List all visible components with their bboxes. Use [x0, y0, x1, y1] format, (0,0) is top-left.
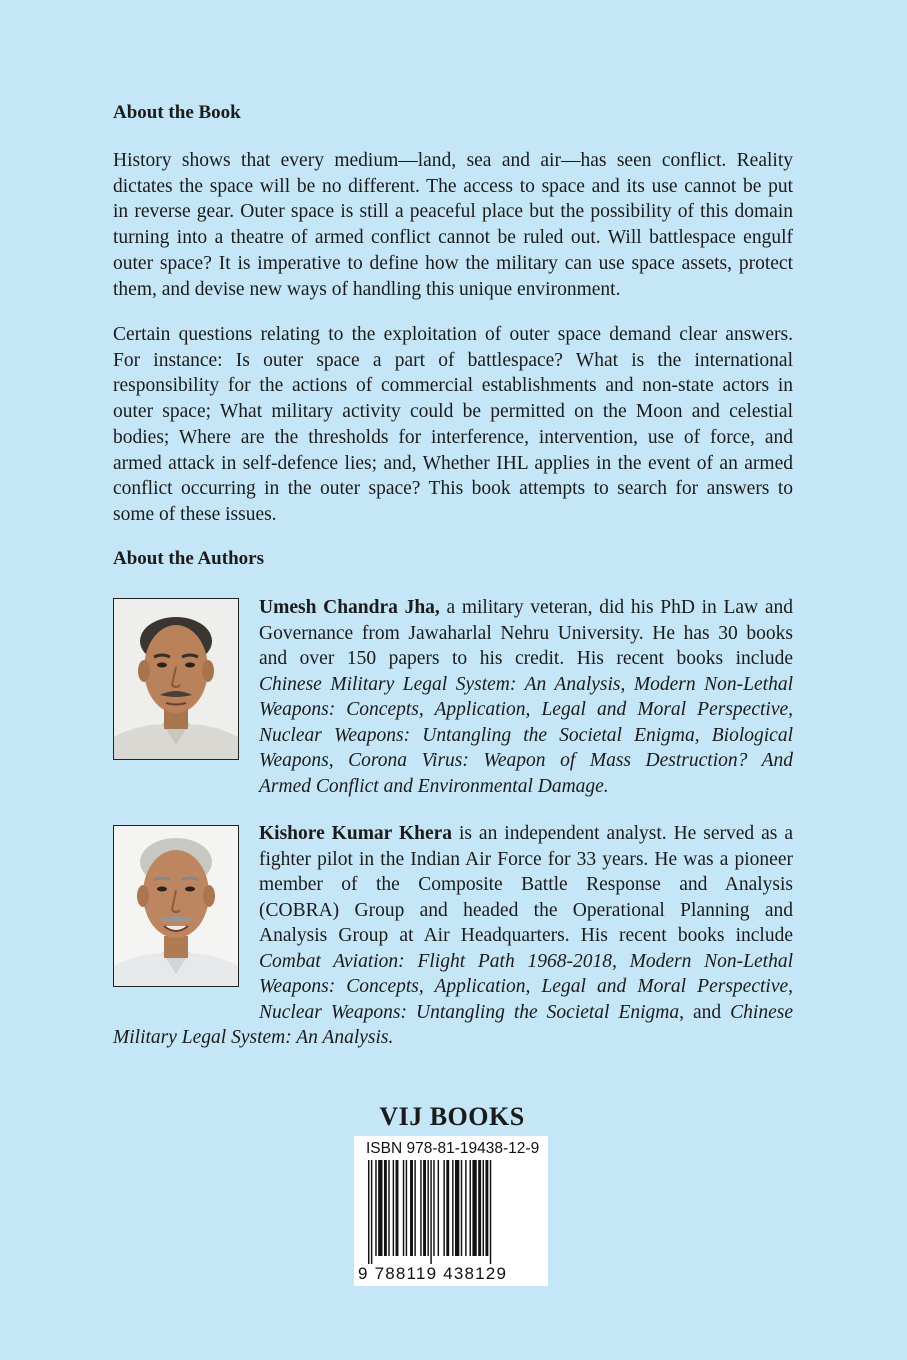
book-title: Military Legal System: An Analysis. [113, 1027, 394, 1048]
text-line [113, 774, 793, 800]
about-book-heading: About the Book [113, 102, 241, 123]
text-line: For instance: Is outer space a part of battlespace? What is the international [113, 349, 793, 371]
publisher-name: VIJ BOOKS [379, 1102, 525, 1131]
text-line: conflict occurring in the outer space? This book attempts to search for answers to [113, 478, 793, 500]
text-line [113, 1000, 793, 1026]
text-line [113, 1025, 793, 1051]
text-line: (COBRA) Group and headed the Operational Planning and [259, 899, 793, 921]
author-bio-umesh-jha [113, 595, 793, 799]
text-line: Governance from Jawaharlal Nehru University. He has 30 books [259, 622, 793, 644]
book-title: Weapons: Concepts, Application, Legal and Moral Perspective, [259, 699, 793, 720]
book-title: Combat Aviation: Flight Path 1968-2018, Modern Non-Lethal [259, 950, 793, 972]
text-line [113, 723, 793, 749]
bio-text: a military veteran, did his PhD in Law and [439, 597, 793, 618]
book-title: Chinese Military Legal System: An Analysis, Modern Non-Lethal [259, 673, 793, 695]
text-line [113, 672, 793, 698]
text-line: Analysis Group at Air Headquarters. His recent books include [259, 925, 793, 946]
text-line [113, 748, 793, 774]
text-line: them, and devise new ways of handling this unique environment. [113, 278, 621, 300]
text-line: some of these issues. [113, 503, 277, 525]
text-line: fighter pilot in the Indian Air Force for 33 years. He was a pioneer [259, 848, 793, 870]
author-name: Kishore Kumar Khera [259, 823, 453, 844]
isbn-label: ISBN 978-81-19438-12-9 [366, 1140, 540, 1157]
author-name: Umesh Chandra Jha, [259, 597, 440, 618]
text-line: outer space? It is imperative to define how the military can use space assets, protect [113, 252, 793, 274]
text-line: responsibility for the actions of commercial establishments and non-state actors in [113, 375, 793, 397]
book-title: Nuclear Weapons: Untangling the Societal Enigma, Biological [259, 724, 793, 746]
author-bio-kishore-khera [113, 821, 793, 1051]
barcode-bars [368, 1160, 536, 1264]
text-line: and over 150 papers to his credit. His recent books include [259, 648, 793, 669]
barcode-number: 9 788119 438129 [358, 1264, 508, 1283]
text-line [113, 595, 793, 621]
text-line [113, 697, 793, 723]
about-book-paragraph-1 [113, 148, 793, 302]
about-book-paragraph-2 [113, 322, 793, 528]
text-line [113, 821, 793, 847]
book-title: Weapons: Concepts, Application, Legal and Moral Perspective, [259, 976, 793, 997]
text-line: member of the Composite Battle Response and Analysis [259, 874, 793, 895]
text-line: in reverse gear. Outer space is still a peaceful place but the possibility of this domain [113, 201, 793, 223]
text-line: turning into a theatre of armed conflict cannot be ruled out. Will battlespace engulf [113, 227, 793, 249]
about-authors-heading: About the Authors [113, 548, 264, 569]
text-line: dictates the space will be no different. The access to space and its use cannot be put [113, 175, 793, 197]
text-line: armed attack in self-defence lies; and, Whether IHL applies in the event of an armed [113, 452, 793, 474]
book-title: Armed Conflict and Environmental Damage. [259, 775, 609, 797]
book-title: Chinese [730, 1001, 793, 1023]
text-line: bodies; Where are the thresholds for interference, intervention, use of force, and [113, 426, 793, 448]
text-line: outer space; What military activity could be permitted on the Moon and celestial [113, 401, 793, 423]
isbn-barcode [354, 1136, 548, 1286]
bio-text: , and [679, 1001, 731, 1023]
text-line [113, 974, 793, 1000]
text-line: Certain questions relating to the exploitation of outer space demand clear answers. [113, 324, 793, 345]
text-line: History shows that every medium—land, sea and air—has seen conflict. Reality [113, 150, 793, 171]
text-line [113, 949, 793, 975]
book-title: Nuclear Weapons: Untangling the Societal Enigma [259, 1001, 680, 1023]
book-title: Weapons, Corona Virus: Weapon of Mass Destruction? And [259, 750, 793, 771]
bio-text: is an independent analyst. He served as a [452, 823, 793, 844]
